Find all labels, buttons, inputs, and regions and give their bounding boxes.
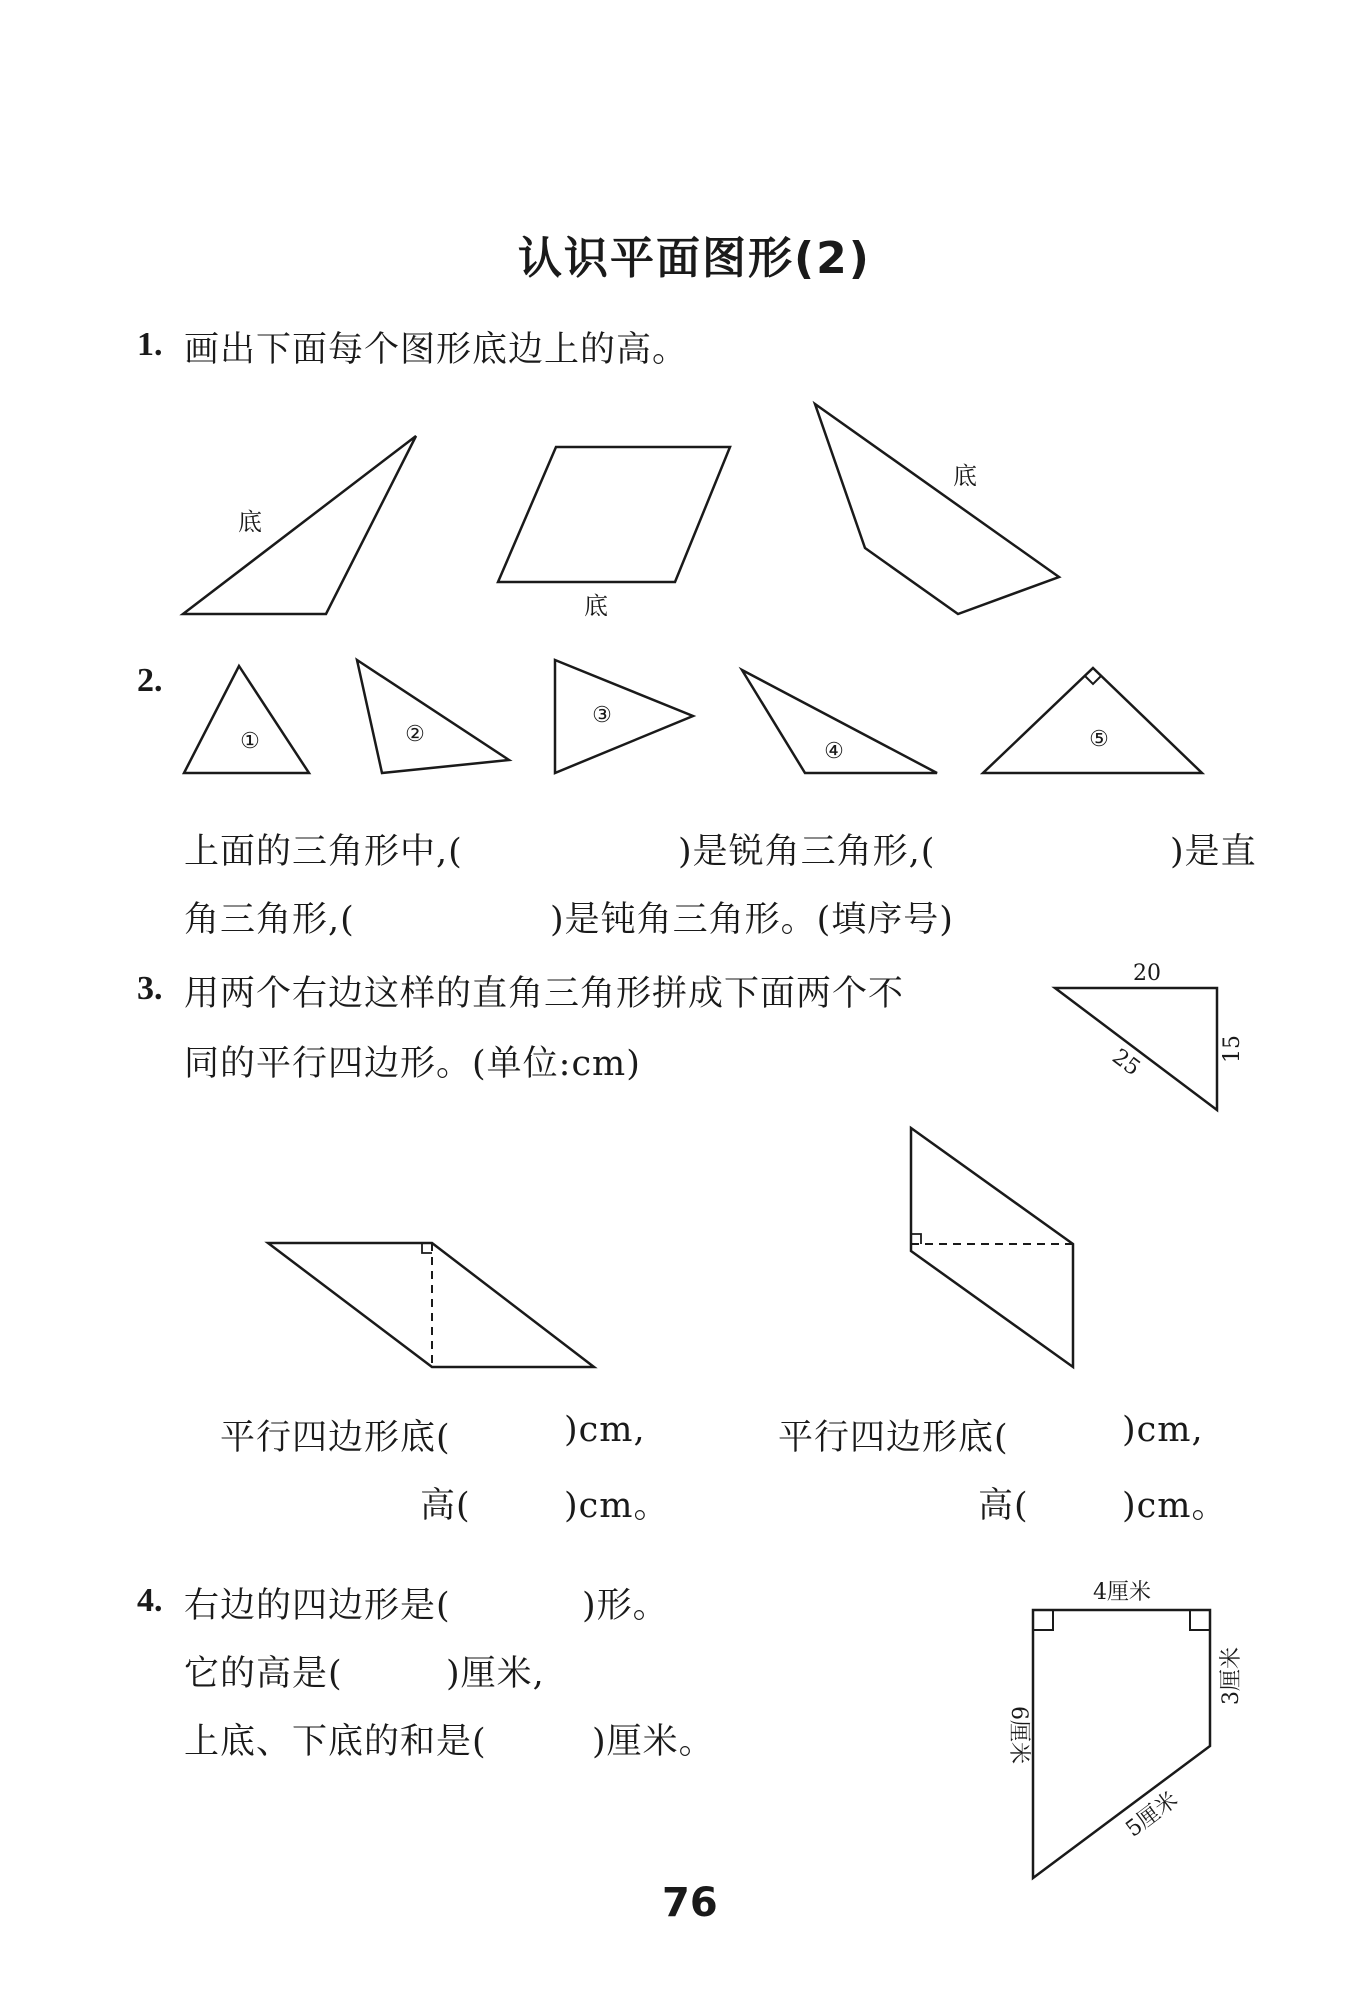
q2-line1-a: 上面的三角形中,( <box>184 832 463 872</box>
q3-number: 3. <box>137 970 163 1007</box>
q4-right-angle-right <box>1190 1610 1210 1630</box>
q3-b-height-a: 高( <box>978 1486 1029 1526</box>
q4-line1-a: 右边的四边形是( <box>184 1586 451 1626</box>
q2-triangle-1 <box>184 666 309 773</box>
q1-text: 画出下面每个图形底边上的高。 <box>184 330 689 370</box>
q4-line2-b: )厘米, <box>446 1654 545 1694</box>
q3-b-base-b: )cm, <box>1122 1410 1204 1450</box>
q2-label-1: ① <box>240 729 260 754</box>
q3-label-hyp: 25 <box>1107 1044 1145 1082</box>
q3-parallelogram-b-right-angle <box>911 1234 921 1244</box>
page-number: 76 <box>662 1880 718 1926</box>
q4-line2-a: 它的高是( <box>184 1654 343 1694</box>
q2-line1-b: )是锐角三角形,( <box>678 832 936 872</box>
q3-parallelogram-a-right-angle <box>422 1243 432 1253</box>
q1-quadrilateral-right <box>815 404 1059 614</box>
q3-a-base-b: )cm, <box>564 1410 646 1450</box>
q3-a-base-a: 平行四边形底( <box>220 1418 451 1458</box>
q3-b-base-a: 平行四边形底( <box>778 1418 1009 1458</box>
q2-line2-a: 角三角形,( <box>184 900 355 940</box>
q4-number: 4. <box>137 1582 163 1619</box>
q1-triangle-left <box>183 436 416 614</box>
q1-label-base-right: 底 <box>953 462 977 490</box>
q3-parallelogram-b <box>911 1128 1073 1367</box>
q4-line3-a: 上底、下底的和是( <box>184 1722 487 1762</box>
q3-a-height-b: )cm。 <box>564 1486 670 1526</box>
q4-line1-b: )形。 <box>582 1586 669 1626</box>
q3-line2: 同的平行四边形。(单位:cm) <box>184 1044 641 1084</box>
q2-label-3: ③ <box>592 703 612 728</box>
q3-a-height-a: 高( <box>420 1486 471 1526</box>
q3-label-right: 15 <box>1220 1035 1245 1063</box>
q4-label-top: 4厘米 <box>1093 1580 1151 1605</box>
q4-label-slant: 5厘米 <box>1121 1787 1183 1843</box>
q2-line1-c: )是直 <box>1170 832 1257 872</box>
q2-label-4: ④ <box>824 739 844 764</box>
q1-number: 1. <box>137 326 163 363</box>
q1-parallelogram <box>498 447 730 582</box>
q4-label-right: 3厘米 <box>1219 1647 1244 1705</box>
page-title: 认识平面图形(2) <box>518 233 871 284</box>
q4-line3-b: )厘米。 <box>592 1722 715 1762</box>
q4-trapezoid <box>1033 1610 1210 1878</box>
q2-number: 2. <box>137 662 163 699</box>
q2-triangle-2 <box>357 660 509 773</box>
q4-right-angle-left <box>1033 1610 1053 1630</box>
q2-label-2: ② <box>405 722 425 747</box>
q2-label-5: ⑤ <box>1089 727 1109 752</box>
q3-line1: 用两个右边这样的直角三角形拼成下面两个不 <box>184 974 905 1014</box>
q3-reference-triangle <box>1055 988 1217 1110</box>
q3-b-height-b: )cm。 <box>1122 1486 1228 1526</box>
q2-right-angle-mark <box>1085 676 1101 684</box>
q2-triangle-3 <box>555 660 693 773</box>
q1-label-base-left: 底 <box>238 508 262 536</box>
q3-label-top: 20 <box>1133 961 1161 986</box>
q4-label-left: 6厘米 <box>1006 1706 1031 1764</box>
q1-label-base-middle: 底 <box>584 592 608 620</box>
q2-line2-b: )是钝角三角形。(填序号) <box>550 900 954 940</box>
